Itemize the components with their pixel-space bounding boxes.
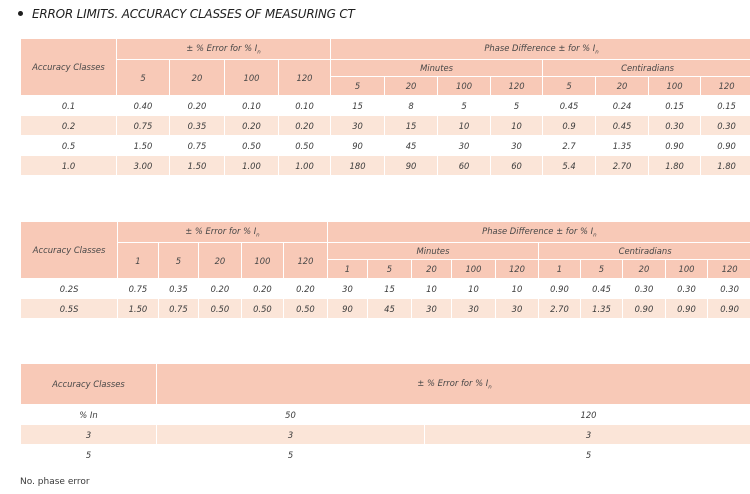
table-cell: 0.35 (170, 116, 225, 136)
table-cell: 0.75 (158, 299, 198, 319)
table-cell: 0.35 (158, 279, 198, 299)
table-row (21, 116, 750, 136)
centiradians-col: 120 (701, 77, 750, 96)
phase-difference-header (327, 222, 750, 243)
table-cell: 0.9 (543, 116, 596, 136)
table-cell: 1.0 (21, 156, 117, 176)
table-cell: 0.2S (21, 279, 118, 299)
table-cell: 1.50 (117, 136, 170, 156)
accuracy-table-2 (20, 221, 750, 319)
table-cell: 30 (452, 299, 496, 319)
pct-error-header (118, 222, 328, 243)
table-row (21, 96, 750, 116)
minutes-header: Minutes (331, 60, 543, 77)
pct-error-col: 120 (284, 243, 328, 279)
table-cell: 30 (491, 136, 543, 156)
table-cell: 0.20 (170, 96, 225, 116)
table-cell: 0.24 (596, 96, 649, 116)
table-cell: 60 (438, 156, 491, 176)
table-cell: 30 (331, 116, 385, 136)
table-cell: 0.75 (170, 136, 225, 156)
centiradians-header: Centiradians (543, 60, 750, 77)
table-cell: 0.20 (241, 279, 284, 299)
table-row (21, 156, 750, 176)
pct-error-label: ± % Error for % I (185, 225, 257, 236)
table-cell: 3 (157, 425, 425, 445)
pct-error-col: 1 (118, 243, 158, 279)
table-cell: 90 (327, 299, 367, 319)
table-cell: 0.90 (649, 136, 701, 156)
pct-in-label: % In (21, 405, 157, 425)
table-cell: 90 (385, 156, 438, 176)
section-title-text: ERROR LIMITS. ACCURACY CLASSES OF MEASURING CT (32, 7, 355, 21)
table-cell: 0.15 (649, 96, 701, 116)
table-cell: 60 (491, 156, 543, 176)
accuracy-table-1 (20, 38, 750, 176)
table-cell: 5 (21, 445, 157, 465)
pct-error-col: 100 (225, 60, 279, 96)
pct-error-subscript: n (256, 232, 260, 239)
table-row (21, 136, 750, 156)
bullet-icon (18, 11, 23, 16)
table-cell: 90 (331, 136, 385, 156)
table-cell: 0.90 (701, 136, 750, 156)
table-cell: 0.50 (241, 299, 284, 319)
table-cell: 0.30 (708, 279, 750, 299)
table-cell: 0.30 (623, 279, 666, 299)
table-cell: 30 (495, 299, 539, 319)
minutes-col: 120 (495, 260, 539, 279)
table-cell: 0.30 (649, 116, 701, 136)
table-cell: 0.75 (118, 279, 158, 299)
table-cell: 0.90 (665, 299, 708, 319)
pct-error-col: 5 (158, 243, 198, 279)
minutes-col: 100 (452, 260, 496, 279)
table-cell: 180 (331, 156, 385, 176)
table-cell: 2.70 (596, 156, 649, 176)
centiradians-col: 100 (665, 260, 708, 279)
table-cell: 5 (157, 445, 425, 465)
minutes-col: 120 (491, 77, 543, 96)
centiradians-col: 120 (708, 260, 750, 279)
accuracy-table-3 (20, 363, 750, 465)
phase-difference-subscript: n (595, 49, 599, 56)
table-cell: 1.50 (118, 299, 158, 319)
phase-difference-label: Phase Difference ± for % I (484, 42, 596, 53)
note-text: No. phase error (20, 477, 90, 487)
table-cell: 0.20 (199, 279, 242, 299)
pct-error-col: 20 (199, 243, 242, 279)
table-cell: 1.00 (225, 156, 279, 176)
table-cell: 0.90 (708, 299, 750, 319)
table-cell: 45 (385, 136, 438, 156)
table-cell: 0.50 (225, 136, 279, 156)
table-row (21, 299, 750, 319)
table-cell: 0.10 (225, 96, 279, 116)
minutes-col: 5 (331, 77, 385, 96)
table-cell: 0.20 (279, 116, 331, 136)
minutes-col: 20 (411, 260, 451, 279)
minutes-header: Minutes (327, 243, 539, 260)
table-cell: 5 (491, 96, 543, 116)
table-cell: 0.50 (284, 299, 328, 319)
centiradians-col: 5 (580, 260, 623, 279)
table-cell: 0.10 (279, 96, 331, 116)
table-cell: 0.5S (21, 299, 118, 319)
centiradians-header: Centiradians (539, 243, 750, 260)
table-cell: 0.30 (665, 279, 708, 299)
table-cell: 1.35 (596, 136, 649, 156)
minutes-col: 5 (368, 260, 412, 279)
pct-error-label: ± % Error for % I (186, 42, 258, 53)
table-cell: 45 (368, 299, 412, 319)
accuracy-classes-header: Accuracy Classes (21, 222, 118, 279)
table-cell: 0.75 (117, 116, 170, 136)
table-cell: 1.80 (649, 156, 701, 176)
table-row (21, 279, 750, 299)
table-cell: 10 (438, 116, 491, 136)
table-cell: 15 (331, 96, 385, 116)
table-cell: 5 (438, 96, 491, 116)
table-cell: 0.40 (117, 96, 170, 116)
phase-difference-header (331, 39, 750, 60)
pct-error-label: ± % Error for % I (417, 377, 489, 388)
minutes-col: 1 (327, 260, 367, 279)
table-cell: 15 (368, 279, 412, 299)
table-cell: 10 (495, 279, 539, 299)
table-cell: 120 (425, 405, 750, 425)
table-cell: 0.90 (539, 279, 581, 299)
centiradians-col: 20 (596, 77, 649, 96)
table-cell: 1.50 (170, 156, 225, 176)
table-cell: 1.80 (701, 156, 750, 176)
table-cell: 0.50 (199, 299, 242, 319)
table-cell: 0.30 (701, 116, 750, 136)
table-cell: 3 (425, 425, 750, 445)
pct-error-col: 120 (279, 60, 331, 96)
table-cell: 0.15 (701, 96, 750, 116)
table-cell: 30 (327, 279, 367, 299)
table-cell: 1.35 (580, 299, 623, 319)
centiradians-col: 20 (623, 260, 666, 279)
pct-error-subscript: n (257, 49, 261, 56)
table-cell: 5.4 (543, 156, 596, 176)
minutes-col: 100 (438, 77, 491, 96)
table-cell: 1.00 (279, 156, 331, 176)
table-cell: 10 (452, 279, 496, 299)
table-cell: 2.7 (543, 136, 596, 156)
pct-error-col: 5 (117, 60, 170, 96)
table-cell: 2.70 (539, 299, 581, 319)
accuracy-classes-header: Accuracy Classes (21, 39, 117, 96)
table-cell: 50 (157, 405, 425, 425)
table-cell: 8 (385, 96, 438, 116)
pct-error-col: 20 (170, 60, 225, 96)
table-cell: 0.20 (284, 279, 328, 299)
accuracy-classes-header: Accuracy Classes (21, 364, 157, 405)
pct-error-col: 100 (241, 243, 284, 279)
pct-error-header (117, 39, 331, 60)
table-cell: 5 (425, 445, 750, 465)
table-cell: 10 (491, 116, 543, 136)
table-cell: 30 (411, 299, 451, 319)
phase-difference-subscript: n (593, 232, 597, 239)
centiradians-col: 100 (649, 77, 701, 96)
table-cell: 10 (411, 279, 451, 299)
section-title (18, 7, 355, 21)
table-cell: 3.00 (117, 156, 170, 176)
table-cell: 15 (385, 116, 438, 136)
table-row (21, 445, 750, 465)
table-cell: 30 (438, 136, 491, 156)
table-cell: 0.90 (623, 299, 666, 319)
table-cell: 0.2 (21, 116, 117, 136)
table-cell: 0.1 (21, 96, 117, 116)
table-row (21, 425, 750, 445)
minutes-col: 20 (385, 77, 438, 96)
table-cell: 0.45 (580, 279, 623, 299)
pct-error-header (157, 364, 750, 405)
table-cell: 0.45 (596, 116, 649, 136)
phase-difference-label: Phase Difference ± for % I (482, 225, 594, 236)
centiradians-col: 1 (539, 260, 581, 279)
table-cell: 3 (21, 425, 157, 445)
table-cell: 0.45 (543, 96, 596, 116)
pct-error-subscript: n (488, 384, 492, 391)
table-cell: 0.20 (225, 116, 279, 136)
table-cell: 0.5 (21, 136, 117, 156)
table-row (21, 405, 750, 425)
table-cell: 0.50 (279, 136, 331, 156)
centiradians-col: 5 (543, 77, 596, 96)
